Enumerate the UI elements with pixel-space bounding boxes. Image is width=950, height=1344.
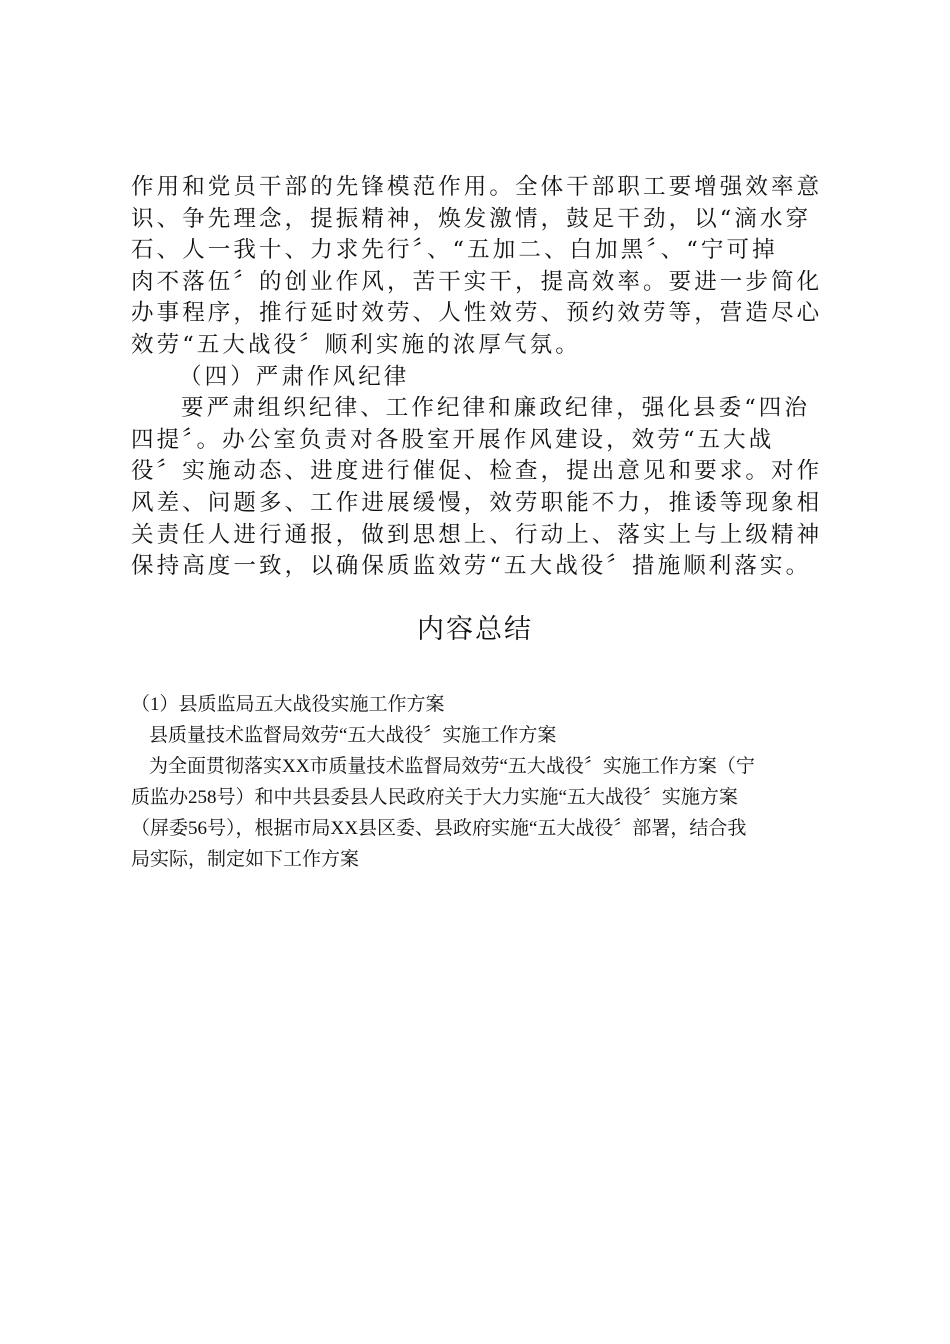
- summary-paragraph-line: （屏委56号），根据市局XX县区委、县政府实施“五大战役〞部署，结合我: [131, 818, 747, 839]
- section-paragraph-line: 要严肃组织纪律、工作纪律和廉政纪律，强化县委“四治: [181, 395, 811, 422]
- summary-paragraph-line: 质监办258号）和中共县委县人民政府关于大力实施“五大战役〞实施方案: [131, 787, 738, 808]
- section-paragraph-line: 四提〞。办公室负责对各股室开展作风建设，效劳“五大战: [131, 426, 775, 453]
- body-text: [131, 172, 831, 583]
- body-paragraph-line: 肉不落伍〞的创业作风，苦干实干，提高效率。要进一步简化: [131, 268, 823, 295]
- summary-item-subtitle: 县质量技术监督局效劳“五大战役〞实施工作方案: [149, 725, 557, 746]
- section-paragraph-line: 风差、问题多、工作进展缓慢，效劳职能不力，推诿等现象相: [131, 489, 823, 516]
- body-paragraph-line: 石、人一我十、力求先行〞、“五加二、白加黑〞、“宁可掉: [131, 237, 778, 264]
- summary-paragraph-line: 为全面贯彻落实XX市质量技术监督局效劳“五大战役〞实施工作方案（宁: [149, 756, 755, 777]
- summary-item-heading: （1）县质监局五大战役实施工作方案: [131, 694, 445, 715]
- section-paragraph-line: 关责任人进行通报，做到思想上、行动上、落实上与上级精神: [131, 521, 823, 548]
- summary-body: [131, 689, 831, 875]
- summary-title: 内容总结: [417, 614, 533, 645]
- summary-paragraph-line: 局实际，制定如下工作方案: [131, 849, 360, 870]
- section-paragraph-line: 役〞实施动态、进度进行催促、检查，提出意见和要求。对作: [131, 458, 823, 485]
- body-paragraph-line: 识、争先理念，提振精神，焕发激情，鼓足干劲，以“滴水穿: [131, 205, 812, 232]
- body-paragraph-line: 办事程序，推行延时效劳、人性效劳、预约效劳等，营造尽心: [131, 300, 823, 327]
- section-paragraph-line: 保持高度一致，以确保质监效劳“五大战役〞措施顺利落实。: [131, 553, 812, 580]
- body-paragraph-line: 效劳“五大战役〞顺利实施的浓厚气氛。: [131, 331, 581, 358]
- section-heading: （四）严肃作风纪律: [179, 363, 410, 390]
- body-paragraph-line: 作用和党员干部的先锋模范作用。全体干部职工要增强效率意: [131, 174, 823, 200]
